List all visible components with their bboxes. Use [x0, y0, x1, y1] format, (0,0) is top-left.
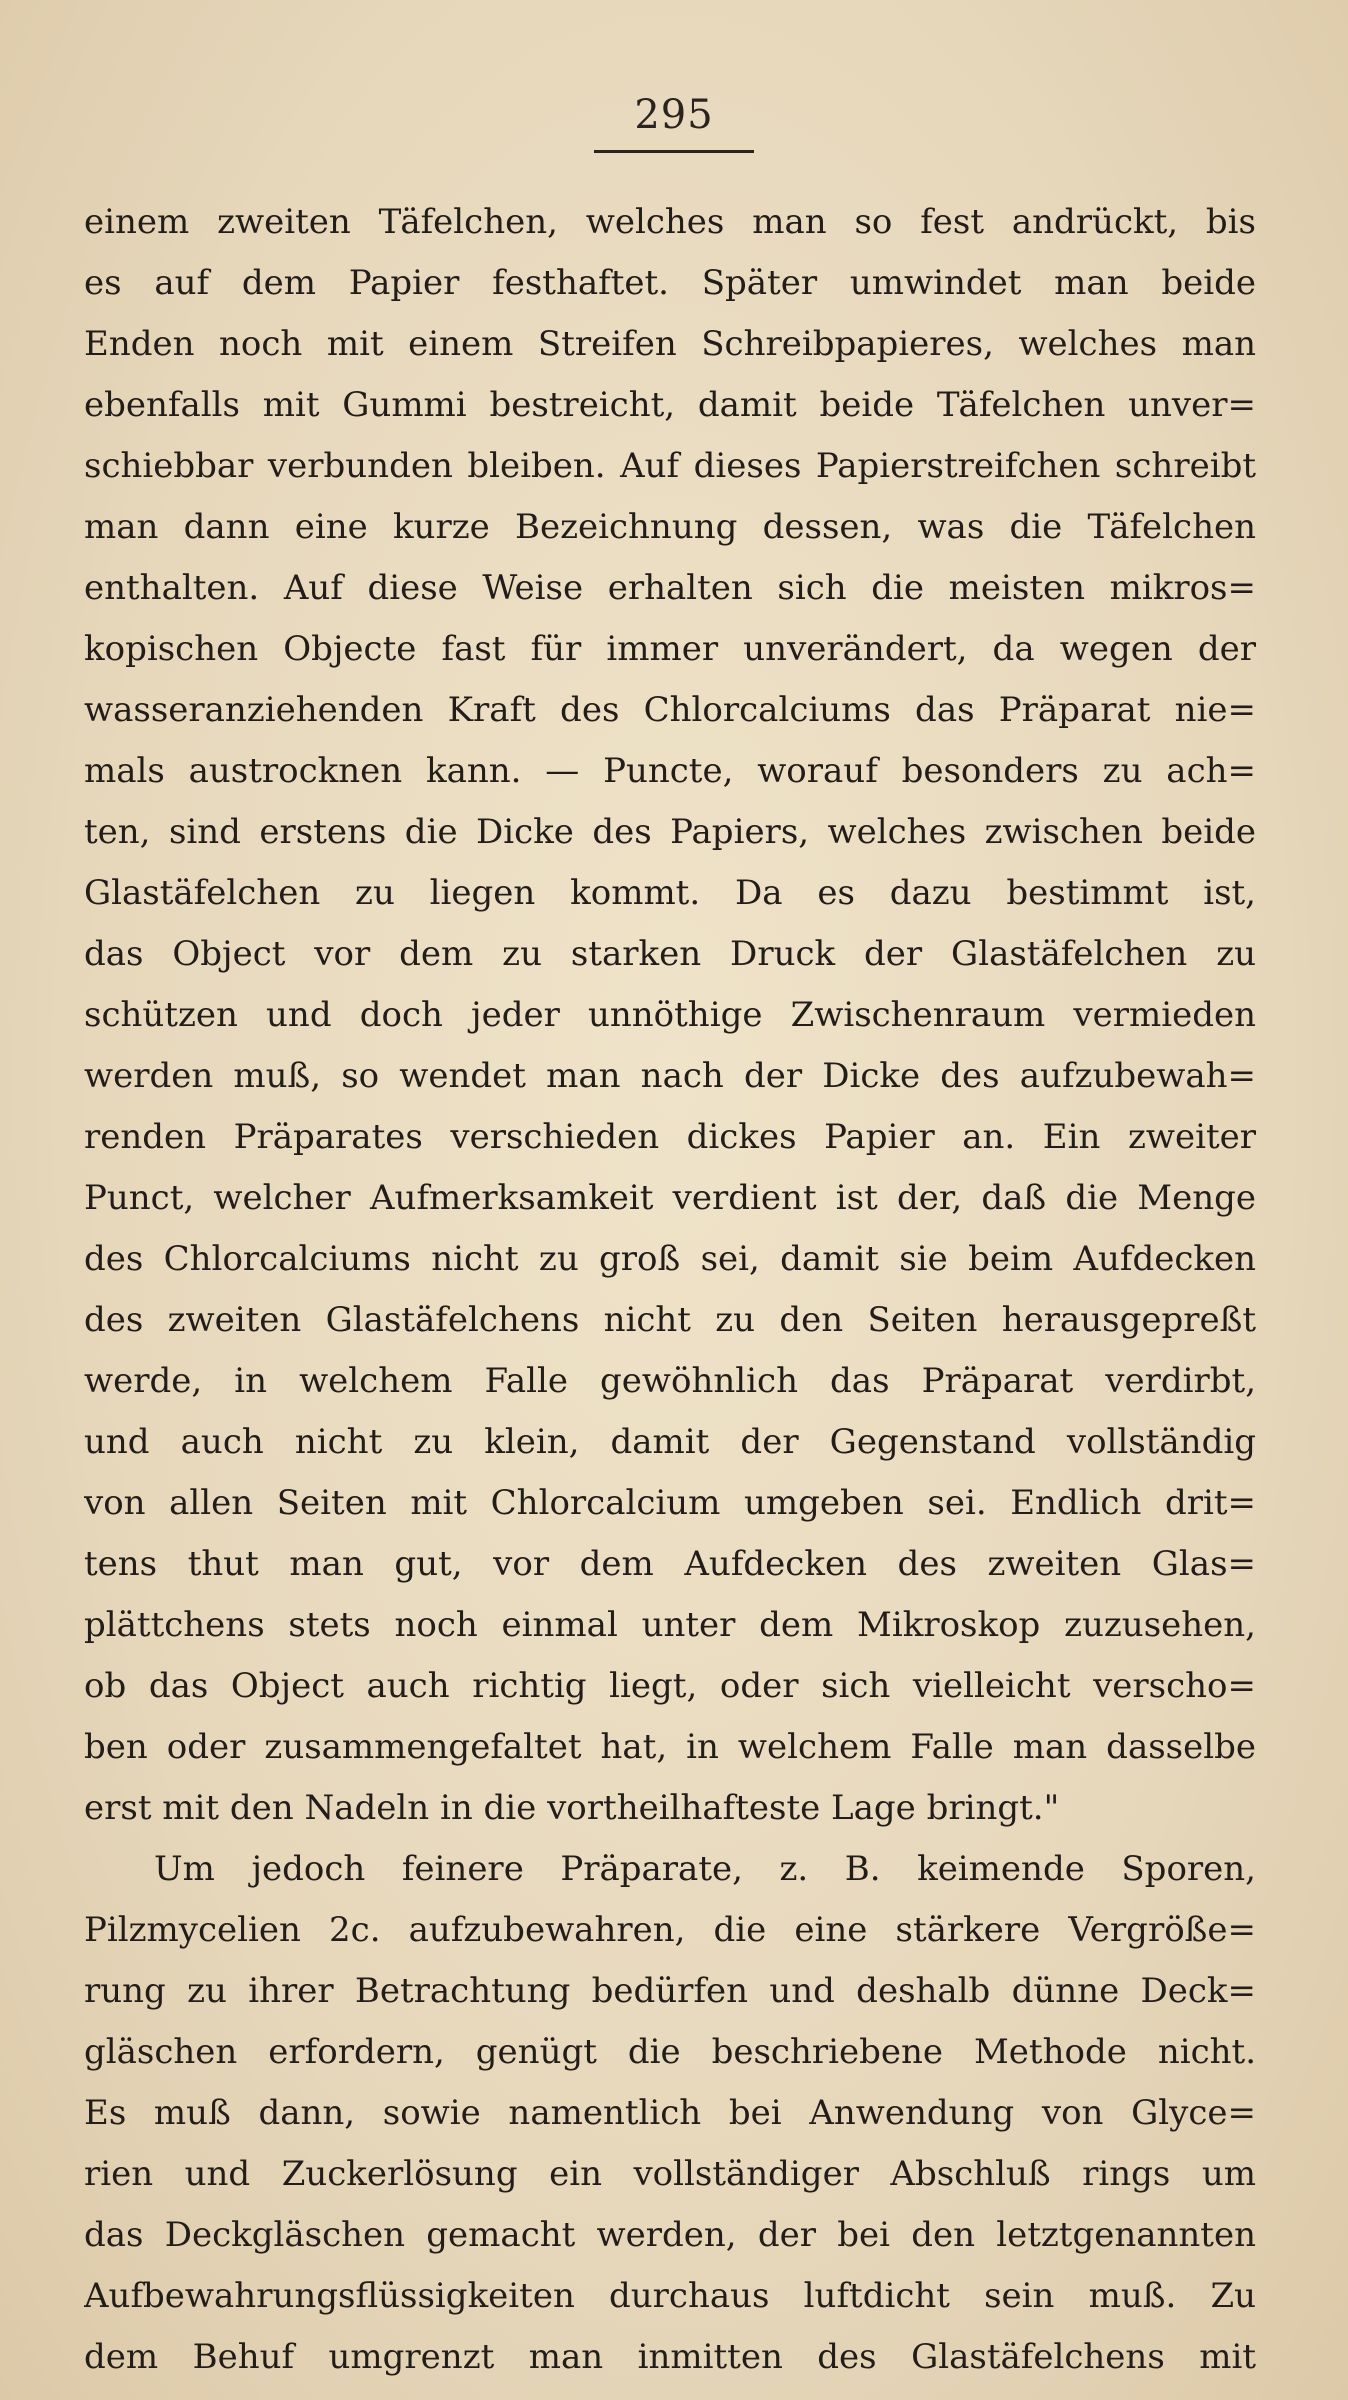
page-number: 295	[634, 92, 714, 138]
text-line: Um jedoch feinere Präparate, z. B. keimende Sporen,	[154, 1849, 1256, 1889]
text-line: mals austrocknen kann. — Puncte, worauf besonders zu ach=	[84, 751, 1256, 791]
text-line: schiebbar verbunden bleiben. Auf dieses Papierstreifchen schreibt	[84, 446, 1256, 486]
text-line: enthalten. Auf diese Weise erhalten sich die meisten mikros=	[84, 568, 1256, 608]
text-line: ben oder zusammengefaltet hat, in welchem Falle man dasselbe	[84, 1727, 1256, 1767]
text-line: das Deckgläschen gemacht werden, der bei den letztgenannten	[84, 2215, 1256, 2255]
text-line: rien und Zuckerlösung ein vollständiger Abschluß rings um	[84, 2154, 1256, 2194]
text-line: werden muß, so wendet man nach der Dicke des aufzubewah=	[84, 1056, 1256, 1096]
text-line: ob das Object auch richtig liegt, oder sich vielleicht verscho=	[84, 1666, 1256, 1706]
text-line: rung zu ihrer Betrachtung bedürfen und deshalb dünne Deck=	[84, 1971, 1256, 2011]
text-line: kopischen Objecte fast für immer unverändert, da wegen der	[84, 629, 1256, 669]
text-line: Es muß dann, sowie namentlich bei Anwendung von Glyce=	[84, 2093, 1256, 2133]
text-line: des Chlorcalciums nicht zu groß sei, damit sie beim Aufdecken	[84, 1239, 1256, 1279]
text-line: Enden noch mit einem Streifen Schreibpapieres, welches man	[84, 324, 1256, 364]
text-line: dem Behuf umgrenzt man inmitten des Glastäfelchens mit	[84, 2337, 1256, 2377]
text-line: Aufbewahrungsflüssigkeiten durchaus luftdicht sein muß. Zu	[84, 2276, 1256, 2316]
text-line: schützen und doch jeder unnöthige Zwischenraum vermieden	[84, 995, 1256, 1035]
text-line: tens thut man gut, vor dem Aufdecken des zweiten Glas=	[84, 1544, 1256, 1584]
text-line: man dann eine kurze Bezeichnung dessen, was die Täfelchen	[84, 507, 1256, 547]
text-line: des zweiten Glastäfelchens nicht zu den Seiten herausgepreßt	[84, 1300, 1256, 1340]
text-line: plättchens stets noch einmal unter dem Mikroskop zuzusehen,	[84, 1605, 1256, 1645]
text-line: erst mit den Nadeln in die vortheilhafteste Lage bringt."	[84, 1788, 1060, 1828]
body-text	[84, 192, 1256, 2388]
text-line: das Object vor dem zu starken Druck der Glastäfelchen zu	[84, 934, 1256, 974]
text-line: gläschen erfordern, genügt die beschriebene Methode nicht.	[84, 2032, 1256, 2072]
text-line: es auf dem Papier festhaftet. Später umwindet man beide	[84, 263, 1256, 303]
text-line: wasseranziehenden Kraft des Chlorcalciums das Präparat nie=	[84, 690, 1256, 730]
text-line: einem zweiten Täfelchen, welches man so fest andrückt, bis	[84, 202, 1256, 242]
text-line: ebenfalls mit Gummi bestreicht, damit beide Täfelchen unver=	[84, 385, 1256, 425]
page-number-rule	[594, 150, 754, 153]
text-line: Pilzmycelien 2c. aufzubewahren, die eine stärkere Vergröße=	[84, 1910, 1256, 1950]
text-line: von allen Seiten mit Chlorcalcium umgeben sei. Endlich drit=	[84, 1483, 1256, 1523]
text-line: werde, in welchem Falle gewöhnlich das Präparat verdirbt,	[84, 1361, 1256, 1401]
text-line: ten, sind erstens die Dicke des Papiers, welches zwischen beide	[84, 812, 1256, 852]
text-line: Glastäfelchen zu liegen kommt. Da es dazu bestimmt ist,	[84, 873, 1256, 913]
text-line: und auch nicht zu klein, damit der Gegenstand vollständig	[84, 1422, 1256, 1462]
text-line: renden Präparates verschieden dickes Papier an. Ein zweiter	[84, 1117, 1256, 1157]
text-line: Punct, welcher Aufmerksamkeit verdient ist der, daß die Menge	[84, 1178, 1256, 1218]
